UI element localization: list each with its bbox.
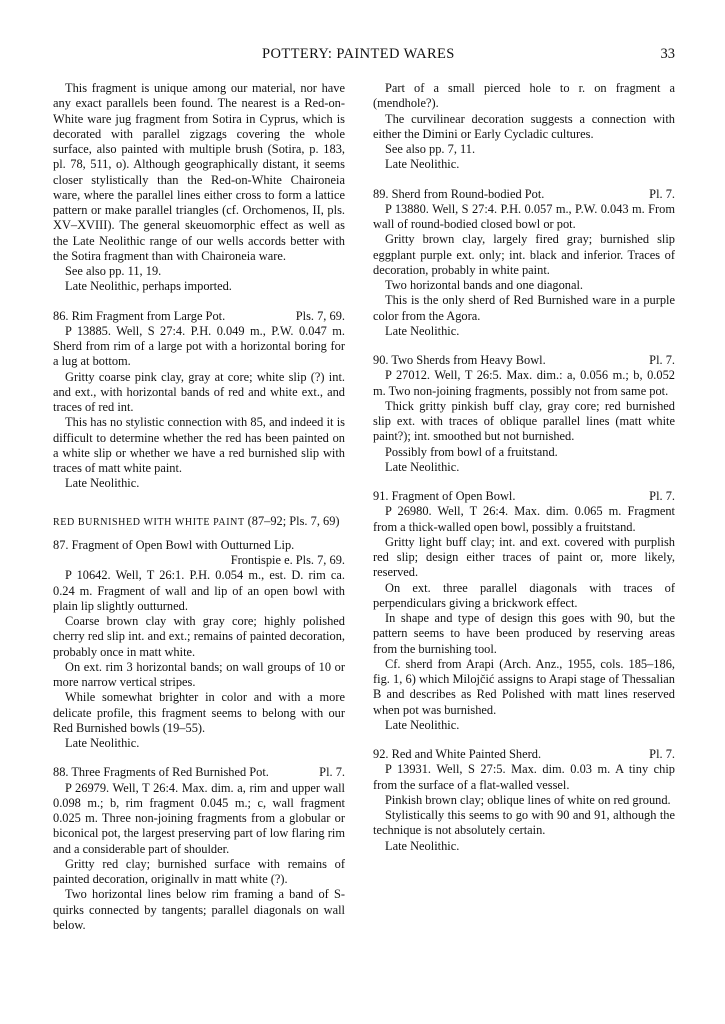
paragraph: Gritty brown clay, largely fired gray; burnished slip eggplant purple ext. only; int. black and inferior. Traces of decoration, probably in white paint. bbox=[373, 232, 675, 277]
entry-label: 90. Two Sherds from Heavy Bowl. bbox=[373, 353, 546, 367]
paragraph: Thick gritty pinkish buff clay, gray core; red burnished slip ext. with traces of oblique parallel lines (matt white paint?); int. smoothed but not burnished. bbox=[373, 398, 675, 444]
plate-reference: Pls. 7, 69. bbox=[295, 308, 345, 323]
paragraph: Late Neolithic. bbox=[385, 157, 460, 172]
paragraph: Stylistically this seems to go with 90 and 91, although the technique is not absolutely certain. bbox=[373, 808, 675, 838]
catalog-entry-89 bbox=[373, 187, 675, 340]
entry-heading bbox=[373, 353, 675, 368]
section-heading bbox=[53, 514, 345, 530]
section-label: RED BURNISHED WITH WHITE PAINT bbox=[53, 516, 245, 528]
entry-label: 88. Three Fragments of Red Burnished Pot. bbox=[53, 765, 269, 780]
paragraph: Late Neolithic, perhaps imported. bbox=[65, 279, 232, 294]
paragraph: On ext. three parallel diagonals with traces of perpendiculars giving a brickwork effect. bbox=[373, 580, 675, 610]
page-number: 33 bbox=[660, 46, 675, 62]
intro-block bbox=[53, 81, 345, 295]
paragraph: Gritty coarse pink clay, gray at core; white slip (?) int. and ext., with horizontal bands of red and white ext., and traces of red int. bbox=[53, 369, 345, 414]
paragraph: P 27012. Well, T 26:5. Max. dim.: a, 0.056 m.; b, 0.052 m. Two non-joining fragments, possibly not from same pot. bbox=[373, 368, 675, 398]
entry-heading bbox=[373, 747, 675, 762]
paragraph: Late Neolithic. bbox=[385, 717, 460, 732]
paragraph: Two horizontal lines below rim framing a band of S-quirks connected by tangents; parallel diagonals on wall below. bbox=[53, 887, 345, 932]
running-header bbox=[0, 46, 725, 68]
entry-heading bbox=[373, 187, 675, 202]
catalog-entry-88 bbox=[53, 765, 345, 933]
paragraph: P 26980. Well, T 26:4. Max. dim. 0.065 m. Fragment from a thick-walled open bowl, possibly a fruitstand. bbox=[373, 504, 675, 534]
entry-heading bbox=[53, 309, 345, 324]
paragraph: The curvilinear decoration suggests a connection with either the Dimini or Early Cycladic cultures. bbox=[373, 111, 675, 141]
paragraph: See also pp. 11, 19. bbox=[65, 264, 162, 278]
paragraph: This fragment is unique among our material, nor have any exact parallels been found. The nearest is a Red-on-White ware jug fragment from Sotira in Cyprus, which is decorated with parallel zigzags covering the whole surface, also painted with multiple brush (Sotira, p. 183, pl. 78, 511, o). Although geographically distant, it seems closer stylistically than the Red-on-White Chaironeia ware, where the parallel lines either cross to form a lattice pattern or make parallel triangles (cf. Orchomenos, II, pls. XV–XVIII). The general skeuomorphic effect as well as the Late Neolithic range of our wells accords better with the Sotira fragment than with Chaironeia ware. bbox=[53, 81, 345, 263]
paragraph: P 13880. Well, S 27:4. P.H. 0.057 m., P.W. 0.043 m. From wall of round-bodied closed bowl or pot. bbox=[373, 201, 675, 231]
right-column bbox=[373, 81, 675, 854]
paragraph: Coarse brown clay with gray core; highly polished cherry red slip int. and ext.; remains of painted decoration, probably once in matt white. bbox=[53, 614, 345, 659]
catalog-entry-90 bbox=[373, 353, 675, 475]
paragraph: Late Neolithic. bbox=[385, 323, 460, 338]
left-column bbox=[53, 81, 345, 933]
paragraph: Possibly from bowl of a fruitstand. bbox=[385, 444, 558, 459]
paragraph: While somewhat brighter in color and with a more delicate profile, this fragment seems to belong with our Red Burnished bowls (19–55). bbox=[53, 690, 345, 735]
plate-reference: Pl. 7. bbox=[319, 765, 345, 780]
paragraph: This has no stylistic connection with 85, and indeed it is difficult to determine whether the red has been painted on a white slip or whether we have a red burnished slip with traces of matt white paint. bbox=[53, 415, 345, 475]
plate-reference: Pl. 7. bbox=[649, 489, 675, 503]
paragraph: Cf. sherd from Arapi (Arch. Anz., 1955, cols. 185–186, fig. 1, 6) which Milojčić assigns to Arapi stage of Thessalian B and describes as Red Polished with matt lines reserved when pot was burnished. bbox=[373, 656, 675, 717]
entry-label: 87. Fragment of Open Bowl with Outturned Lip. bbox=[53, 537, 295, 552]
paragraph: Late Neolithic. bbox=[65, 476, 140, 491]
paragraph: Late Neolithic. bbox=[385, 838, 460, 853]
paragraph: Part of a small pierced hole to r. on fragment a (mendhole?). bbox=[373, 81, 675, 111]
paragraph: Late Neolithic. bbox=[65, 736, 140, 750]
continued-entry-88 bbox=[373, 81, 675, 173]
paragraph: P 26979. Well, T 26:4. Max. dim. a, rim and upper wall 0.098 m.; b, rim fragment 0.045 m.; c, wall fragment 0.025 m. Three non-joining fragments from a globular or biconical pot, the largest preserving part of low flaring rim and a considerable part of shoulder. bbox=[53, 780, 345, 856]
paragraph: On ext. rim 3 horizontal bands; on wall groups of 10 or more narrow vertical stripes. bbox=[53, 659, 345, 689]
plate-reference: Pl. 7. bbox=[649, 186, 675, 201]
catalog-entry-91 bbox=[373, 489, 675, 733]
paragraph: P 10642. Well, T 26:1. P.H. 0.054 m., est. D. rim ca. 0.24 m. Fragment of wall and lip of an open bowl with plain lip slightly outturned. bbox=[53, 568, 345, 613]
catalog-entry-86 bbox=[53, 309, 345, 492]
paragraph: P 13931. Well, S 27:5. Max. dim. 0.03 m. A tiny chip from the surface of a flat-walled vessel. bbox=[373, 762, 675, 792]
plate-reference: Pl. 7. bbox=[649, 353, 675, 367]
entry-heading bbox=[53, 765, 345, 780]
paragraph: In shape and type of design this goes with 90, but the pattern seems to have been produced by reserving areas from the burnishing tool. bbox=[373, 611, 675, 656]
plate-reference: Frontispie e. Pls. 7, 69. bbox=[230, 553, 345, 567]
paragraph: Gritty red clay; burnished surface with remains of painted decoration, originallv in matt white (?). bbox=[53, 856, 345, 886]
running-title: POTTERY: PAINTED WARES bbox=[262, 46, 455, 62]
entry-label: 91. Fragment of Open Bowl. bbox=[373, 489, 516, 503]
plate-reference: Pl. 7. bbox=[649, 747, 675, 761]
paragraph: P 13885. Well, S 27:4. P.H. 0.049 m., P.W. 0.047 m. Sherd from rim of a large pot with a horizontal boring for a lug at bottom. bbox=[53, 323, 345, 369]
paragraph: Gritty light buff clay; int. and ext. covered with purplish red slip; design either traces of paint or, more likely, reserved. bbox=[373, 534, 675, 580]
paragraph: Late Neolithic. bbox=[385, 459, 460, 474]
paragraph: See also pp. 7, 11. bbox=[385, 142, 476, 156]
entry-label: 86. Rim Fragment from Large Pot. bbox=[53, 308, 226, 323]
entry-heading bbox=[373, 489, 675, 504]
catalog-entry-87 bbox=[53, 538, 345, 752]
paragraph: This is the only sherd of Red Burnished ware in a purple color from the Agora. bbox=[373, 293, 675, 323]
paragraph: Two horizontal bands and one diagonal. bbox=[385, 278, 584, 292]
section-refs: (87–92; Pls. 7, 69) bbox=[247, 513, 340, 528]
entry-label: 92. Red and White Painted Sherd. bbox=[373, 747, 542, 761]
entry-label: 89. Sherd from Round-bodied Pot. bbox=[373, 186, 545, 201]
paragraph: Pinkish brown clay; oblique lines of white on red ground. bbox=[385, 792, 671, 807]
catalog-entry-92 bbox=[373, 747, 675, 854]
